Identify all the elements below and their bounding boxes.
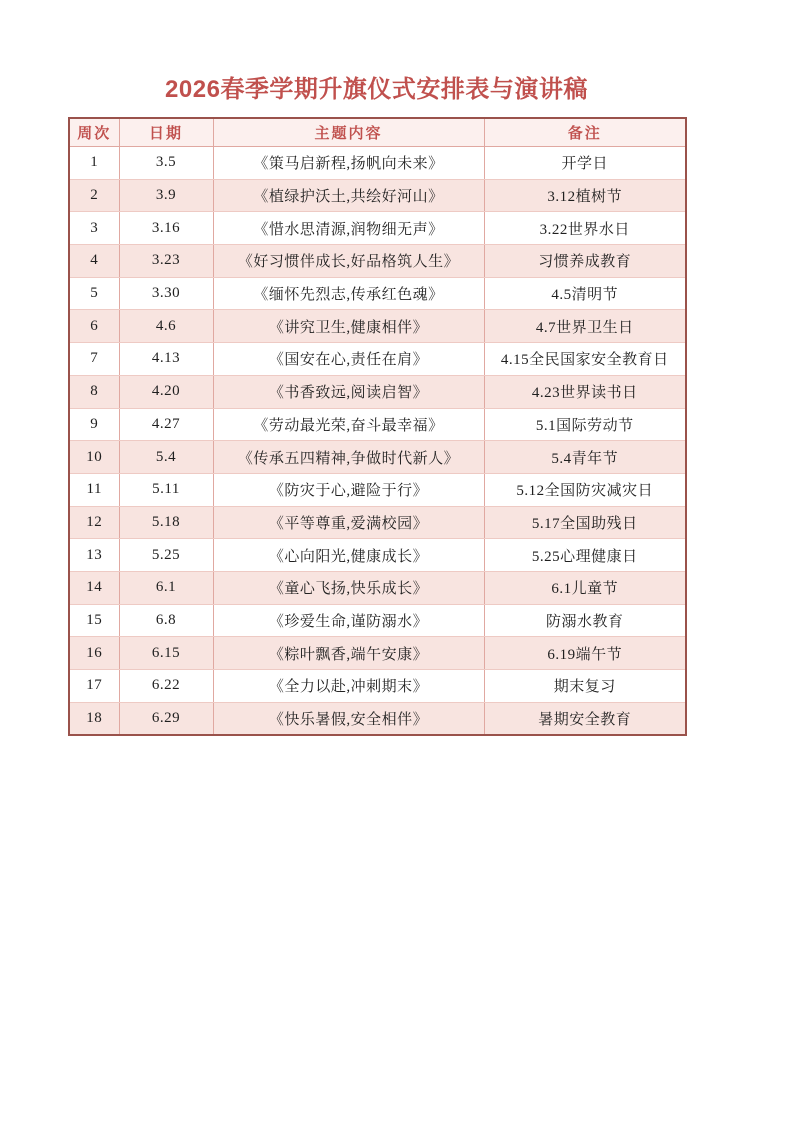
theme-cell: 《平等尊重,爱满校园》: [213, 506, 484, 539]
week-cell: 15: [69, 604, 119, 637]
date-cell: 6.1: [119, 571, 213, 604]
header-date: 日期: [119, 118, 213, 147]
date-cell: 5.25: [119, 539, 213, 572]
table-row: [69, 375, 686, 408]
theme-cell: 《缅怀先烈志,传承红色魂》: [213, 277, 484, 310]
week-cell: 6: [69, 310, 119, 343]
table-header-row: [69, 118, 686, 147]
week-cell: 11: [69, 473, 119, 506]
date-cell: 5.4: [119, 441, 213, 474]
note-cell: 暑期安全教育: [484, 702, 686, 735]
theme-cell: 《书香致远,阅读启智》: [213, 375, 484, 408]
date-cell: 6.15: [119, 637, 213, 670]
date-cell: 3.16: [119, 212, 213, 245]
theme-cell: 《童心飞扬,快乐成长》: [213, 571, 484, 604]
table-row: [69, 277, 686, 310]
week-cell: 7: [69, 343, 119, 376]
header-note: 备注: [484, 118, 686, 147]
week-cell: 18: [69, 702, 119, 735]
table-row: [69, 343, 686, 376]
note-cell: 4.7世界卫生日: [484, 310, 686, 343]
date-cell: 4.13: [119, 343, 213, 376]
note-cell: 5.17全国助残日: [484, 506, 686, 539]
date-cell: 6.22: [119, 670, 213, 703]
note-cell: 5.25心理健康日: [484, 539, 686, 572]
note-cell: 4.15全民国家安全教育日: [484, 343, 686, 376]
date-cell: 5.11: [119, 473, 213, 506]
theme-cell: 《讲究卫生,健康相伴》: [213, 310, 484, 343]
week-cell: 17: [69, 670, 119, 703]
table-row: [69, 441, 686, 474]
table-row: [69, 539, 686, 572]
table-row: [69, 670, 686, 703]
note-cell: 防溺水教育: [484, 604, 686, 637]
table-row: [69, 473, 686, 506]
note-cell: 5.12全国防灾减灾日: [484, 473, 686, 506]
week-cell: 13: [69, 539, 119, 572]
note-cell: 3.22世界水日: [484, 212, 686, 245]
note-cell: 习惯养成教育: [484, 245, 686, 278]
note-cell: 4.23世界读书日: [484, 375, 686, 408]
note-cell: 4.5清明节: [484, 277, 686, 310]
note-cell: 5.4青年节: [484, 441, 686, 474]
date-cell: 4.20: [119, 375, 213, 408]
week-cell: 1: [69, 147, 119, 180]
date-cell: 5.18: [119, 506, 213, 539]
table-row: [69, 212, 686, 245]
note-cell: 期末复习: [484, 670, 686, 703]
week-cell: 8: [69, 375, 119, 408]
theme-cell: 《惜水思清源,润物细无声》: [213, 212, 484, 245]
table-row: [69, 637, 686, 670]
date-cell: 3.30: [119, 277, 213, 310]
week-cell: 14: [69, 571, 119, 604]
theme-cell: 《劳动最光荣,奋斗最幸福》: [213, 408, 484, 441]
week-cell: 16: [69, 637, 119, 670]
header-week: 周次: [69, 118, 119, 147]
note-cell: 5.1国际劳动节: [484, 408, 686, 441]
table-row: [69, 506, 686, 539]
theme-cell: 《好习惯伴成长,好品格筑人生》: [213, 245, 484, 278]
table-row: [69, 179, 686, 212]
table-row: [69, 147, 686, 180]
table-row: [69, 310, 686, 343]
table-row: [69, 571, 686, 604]
theme-cell: 《心向阳光,健康成长》: [213, 539, 484, 572]
date-cell: 4.6: [119, 310, 213, 343]
theme-cell: 《快乐暑假,安全相伴》: [213, 702, 484, 735]
date-cell: 3.23: [119, 245, 213, 278]
theme-cell: 《防灾于心,避险于行》: [213, 473, 484, 506]
date-cell: 4.27: [119, 408, 213, 441]
table-row: [69, 702, 686, 735]
theme-cell: 《珍爱生命,谨防溺水》: [213, 604, 484, 637]
table-row: [69, 245, 686, 278]
note-cell: 6.1儿童节: [484, 571, 686, 604]
date-cell: 6.29: [119, 702, 213, 735]
table-body: [69, 147, 686, 736]
date-cell: 6.8: [119, 604, 213, 637]
week-cell: 10: [69, 441, 119, 474]
theme-cell: 《植绿护沃土,共绘好河山》: [213, 179, 484, 212]
week-cell: 2: [69, 179, 119, 212]
note-cell: 开学日: [484, 147, 686, 180]
table-row: [69, 604, 686, 637]
week-cell: 12: [69, 506, 119, 539]
week-cell: 4: [69, 245, 119, 278]
week-cell: 9: [69, 408, 119, 441]
document-title: 2026春季学期升旗仪式安排表与演讲稿: [165, 76, 588, 103]
header-theme: 主题内容: [213, 118, 484, 147]
theme-cell: 《粽叶飘香,端午安康》: [213, 637, 484, 670]
table-row: [69, 408, 686, 441]
note-cell: 6.19端午节: [484, 637, 686, 670]
theme-cell: 《策马启新程,扬帆向未来》: [213, 147, 484, 180]
theme-cell: 《国安在心,责任在肩》: [213, 343, 484, 376]
week-cell: 5: [69, 277, 119, 310]
note-cell: 3.12植树节: [484, 179, 686, 212]
theme-cell: 《传承五四精神,争做时代新人》: [213, 441, 484, 474]
week-cell: 3: [69, 212, 119, 245]
schedule-table: [68, 117, 687, 736]
date-cell: 3.9: [119, 179, 213, 212]
theme-cell: 《全力以赴,冲刺期末》: [213, 670, 484, 703]
date-cell: 3.5: [119, 147, 213, 180]
